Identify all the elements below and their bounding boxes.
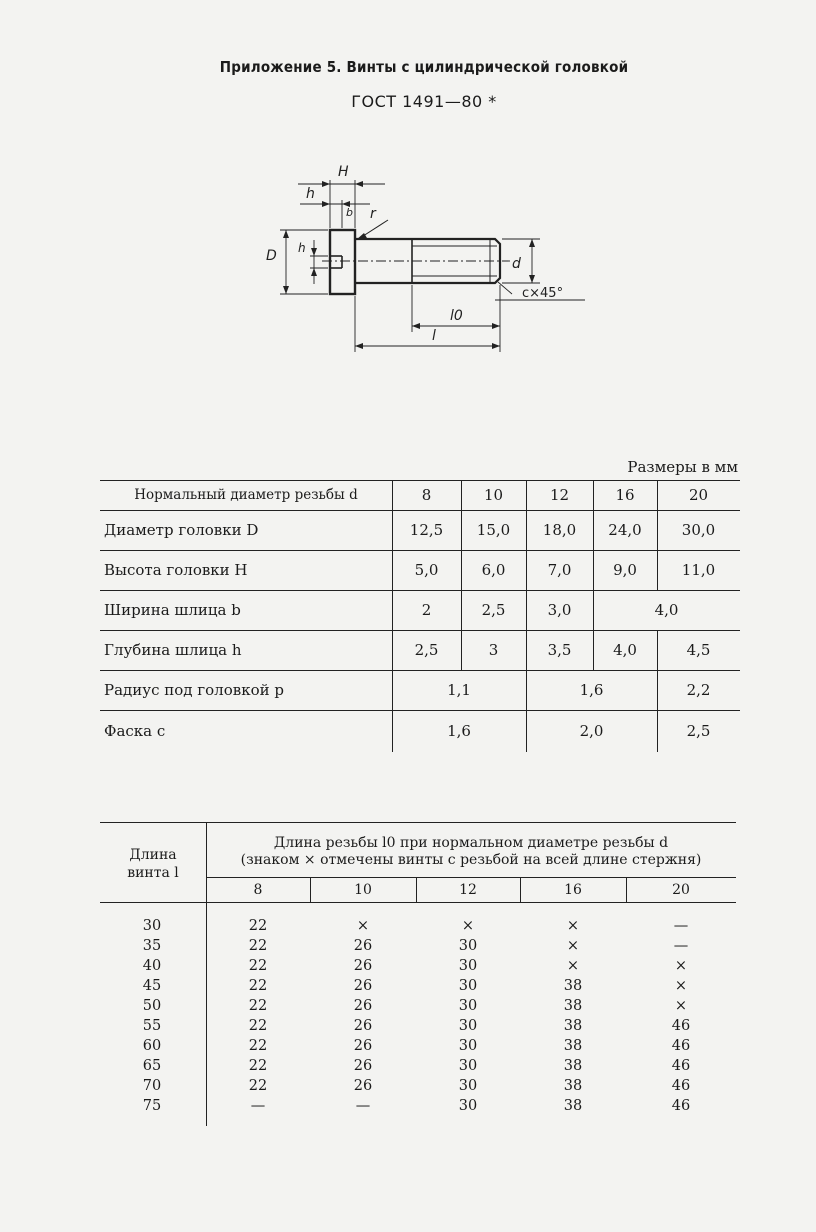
- table1-header-diameter: 8: [421, 486, 432, 504]
- page-title: Приложение 5. Винты с цилиндрической головкой: [219, 58, 629, 76]
- table1-col-rule: [657, 670, 658, 710]
- table1-cell: 1,6: [579, 681, 604, 699]
- table2-cell: 22: [248, 918, 268, 934]
- table1-cell: 2,2: [686, 681, 711, 699]
- table2-header-diameter: 12: [459, 882, 477, 898]
- table2-cell: 30: [458, 978, 478, 994]
- table2-cell: 46: [671, 1078, 691, 1094]
- table2-cell: 30: [458, 938, 478, 954]
- table2-cell: 38: [563, 1078, 583, 1094]
- table2-cell: 22: [248, 938, 268, 954]
- table2-header-rule: [100, 902, 736, 903]
- table2-length-cell: 65: [142, 1058, 162, 1074]
- table2-top-rule: [100, 822, 736, 823]
- table2-cell: —: [673, 938, 689, 954]
- units-note: Размеры в мм: [627, 458, 738, 476]
- table1-col-rule: [526, 670, 527, 710]
- table1-col-rule: [593, 510, 594, 550]
- table2-cell: 30: [458, 1078, 478, 1094]
- table1-cell: 5,0: [414, 561, 439, 579]
- table1-row-label: Высота головки H: [104, 561, 248, 579]
- table2-cell: ×: [674, 958, 688, 974]
- table2-cell: 22: [248, 998, 268, 1014]
- table1-cell: 4,5: [686, 641, 711, 659]
- table2-cell: 26: [353, 1018, 373, 1034]
- table1-col-rule: [461, 630, 462, 670]
- table2-cell: 22: [248, 958, 268, 974]
- label-D: D: [266, 248, 277, 264]
- table2-cell: —: [355, 1098, 371, 1114]
- table1-cell: 6,0: [481, 561, 506, 579]
- table2-cell: 46: [671, 1058, 691, 1074]
- table2-cell: 26: [353, 998, 373, 1014]
- table2-length-cell: 75: [142, 1098, 162, 1114]
- table2-cell: 38: [563, 978, 583, 994]
- table1-col-rule: [657, 550, 658, 590]
- table2-header-line1: Длина резьбы l0 при нормальном диаметре резьбы d: [273, 835, 669, 851]
- table2-cell: 30: [458, 1098, 478, 1114]
- label-h-top: h: [306, 186, 315, 202]
- table1-cell: 4,0: [654, 601, 679, 619]
- table2-length-cell: 45: [142, 978, 162, 994]
- table1-cell: 18,0: [542, 521, 577, 539]
- table2-cell: 26: [353, 1058, 373, 1074]
- table1-row-label: Диаметр головки D: [104, 521, 259, 539]
- table2-cell: —: [673, 918, 689, 934]
- table2-cell: 22: [248, 1018, 268, 1034]
- table1-header-diameter: 12: [549, 486, 570, 504]
- table2-header-line2: (знаком × отмечены винты с резьбой на всей длине стержня): [240, 852, 702, 868]
- table2-cell: ×: [461, 918, 475, 934]
- table1-col-rule: [392, 590, 393, 630]
- table2-subheader-rule: [206, 877, 736, 878]
- table1-col-rule: [392, 550, 393, 590]
- table2-cell: 22: [248, 1058, 268, 1074]
- table2-cell: ×: [674, 998, 688, 1014]
- table1-col-rule: [392, 510, 393, 550]
- table2-cell: 30: [458, 1058, 478, 1074]
- table2-length-cell: 55: [142, 1018, 162, 1034]
- standard-number: ГОСТ 1491—80 *: [351, 92, 497, 111]
- table2-length-header: Длина винта l: [127, 847, 179, 881]
- label-h-slot: h: [298, 241, 306, 255]
- table2-cell: ×: [674, 978, 688, 994]
- screw-drawing: [250, 160, 610, 360]
- table2-cell: 30: [458, 958, 478, 974]
- table1-col-rule: [526, 630, 527, 670]
- table1-cell: 30,0: [681, 521, 716, 539]
- table1-header-diameter: 16: [615, 486, 635, 504]
- table2-cell: 38: [563, 1058, 583, 1074]
- table1-col-rule: [392, 670, 393, 710]
- table2-cell: 30: [458, 1038, 478, 1054]
- table2-cell: ×: [356, 918, 370, 934]
- table2-cell: 26: [353, 1038, 373, 1054]
- table2-cell: 26: [353, 958, 373, 974]
- table2-length-cell: 35: [142, 938, 162, 954]
- label-H: H: [338, 164, 349, 180]
- table2-cell: 30: [458, 1018, 478, 1034]
- table1-col-rule: [461, 550, 462, 590]
- table1-header-diameter: 20: [688, 486, 709, 504]
- table1-cell: 15,0: [476, 521, 511, 539]
- label-b: b: [346, 206, 353, 219]
- table2-cell: 26: [353, 1078, 373, 1094]
- label-r: r: [370, 206, 376, 222]
- table1-cell: 24,0: [608, 521, 642, 539]
- table1-col-rule: [657, 510, 658, 550]
- table1-cell: 1,1: [447, 681, 471, 699]
- table1-header-label: Нормальный диаметр резьбы d: [134, 487, 358, 503]
- table1-cell: 2,5: [414, 641, 439, 659]
- table1-cell: 7,0: [547, 561, 572, 579]
- table2-length-cell: 60: [142, 1038, 162, 1054]
- table1-header-diameter: 10: [483, 486, 504, 504]
- table1-col-rule: [657, 710, 658, 752]
- table2-cell: 26: [353, 978, 373, 994]
- table1-col-rule: [526, 550, 527, 590]
- table2-cell: ×: [566, 958, 580, 974]
- table1-cell: 3,5: [547, 641, 572, 659]
- table1-col-rule: [461, 590, 462, 630]
- table2-cell: 38: [563, 998, 583, 1014]
- table2-cell: 46: [671, 1098, 691, 1114]
- table2-cell: ×: [566, 918, 580, 934]
- table1-row-label: Глубина шлица h: [104, 641, 242, 659]
- table2-cell: 38: [563, 1038, 583, 1054]
- table2-length-cell: 70: [142, 1078, 162, 1094]
- table2-header-diameter: 8: [253, 882, 263, 898]
- label-l: l: [432, 328, 436, 344]
- table1-cell: 1,6: [447, 722, 471, 740]
- table1-cell: 2,0: [579, 722, 604, 740]
- table1-cell: 9,0: [613, 561, 637, 579]
- table2-cell: ×: [566, 938, 580, 954]
- table1-cell: 4,0: [613, 641, 637, 659]
- table2-cell: 38: [563, 1018, 583, 1034]
- table2-length-cell: 30: [142, 918, 162, 934]
- table1-col-rule: [392, 630, 393, 670]
- table1-cell: 2,5: [686, 722, 711, 740]
- table1-cell: 3,0: [547, 601, 572, 619]
- table1-col-rule: [657, 630, 658, 670]
- thread-length-table: [100, 822, 736, 1126]
- dimensions-table: [100, 480, 740, 752]
- table1-row-label: Фаска с: [104, 722, 166, 740]
- table1-cell: 2: [421, 601, 432, 619]
- table2-cell: —: [250, 1098, 266, 1114]
- table2-length-cell: 50: [142, 998, 162, 1014]
- table2-header-diameter: 16: [564, 882, 582, 898]
- table2-cell: 46: [671, 1038, 691, 1054]
- table2-cell: 38: [563, 1098, 583, 1114]
- table2-header-diameter: 10: [354, 882, 372, 898]
- table2-cell: 26: [353, 938, 373, 954]
- table1-col-rule: [593, 630, 594, 670]
- table2-cell: 46: [671, 1018, 691, 1034]
- table1-col-rule: [526, 590, 527, 630]
- table1-col-rule: [461, 510, 462, 550]
- table2-length-cell: 40: [142, 958, 162, 974]
- label-chamfer: c×45°: [522, 286, 564, 301]
- table2-cell: 22: [248, 978, 268, 994]
- table2-header-diameter: 20: [672, 882, 690, 898]
- table1-cell: 2,5: [481, 601, 506, 619]
- table1-cell: 3: [488, 641, 499, 659]
- table1-cell: 11,0: [681, 561, 716, 579]
- label-l0: l0: [450, 308, 463, 324]
- table1-col-rule: [392, 710, 393, 752]
- table2-cell: 22: [248, 1038, 268, 1054]
- table1-col-rule: [526, 510, 527, 550]
- label-d: d: [512, 256, 521, 272]
- table1-cell: 12,5: [409, 521, 444, 539]
- table1-row-label: Радиус под головкой р: [104, 681, 284, 699]
- table1-col-rule: [593, 590, 594, 630]
- table1-col-rule: [526, 710, 527, 752]
- table1-row-label: Ширина шлица b: [104, 601, 241, 619]
- table2-cell: 30: [458, 998, 478, 1014]
- table2-cell: 22: [248, 1078, 268, 1094]
- table1-col-rule: [593, 550, 594, 590]
